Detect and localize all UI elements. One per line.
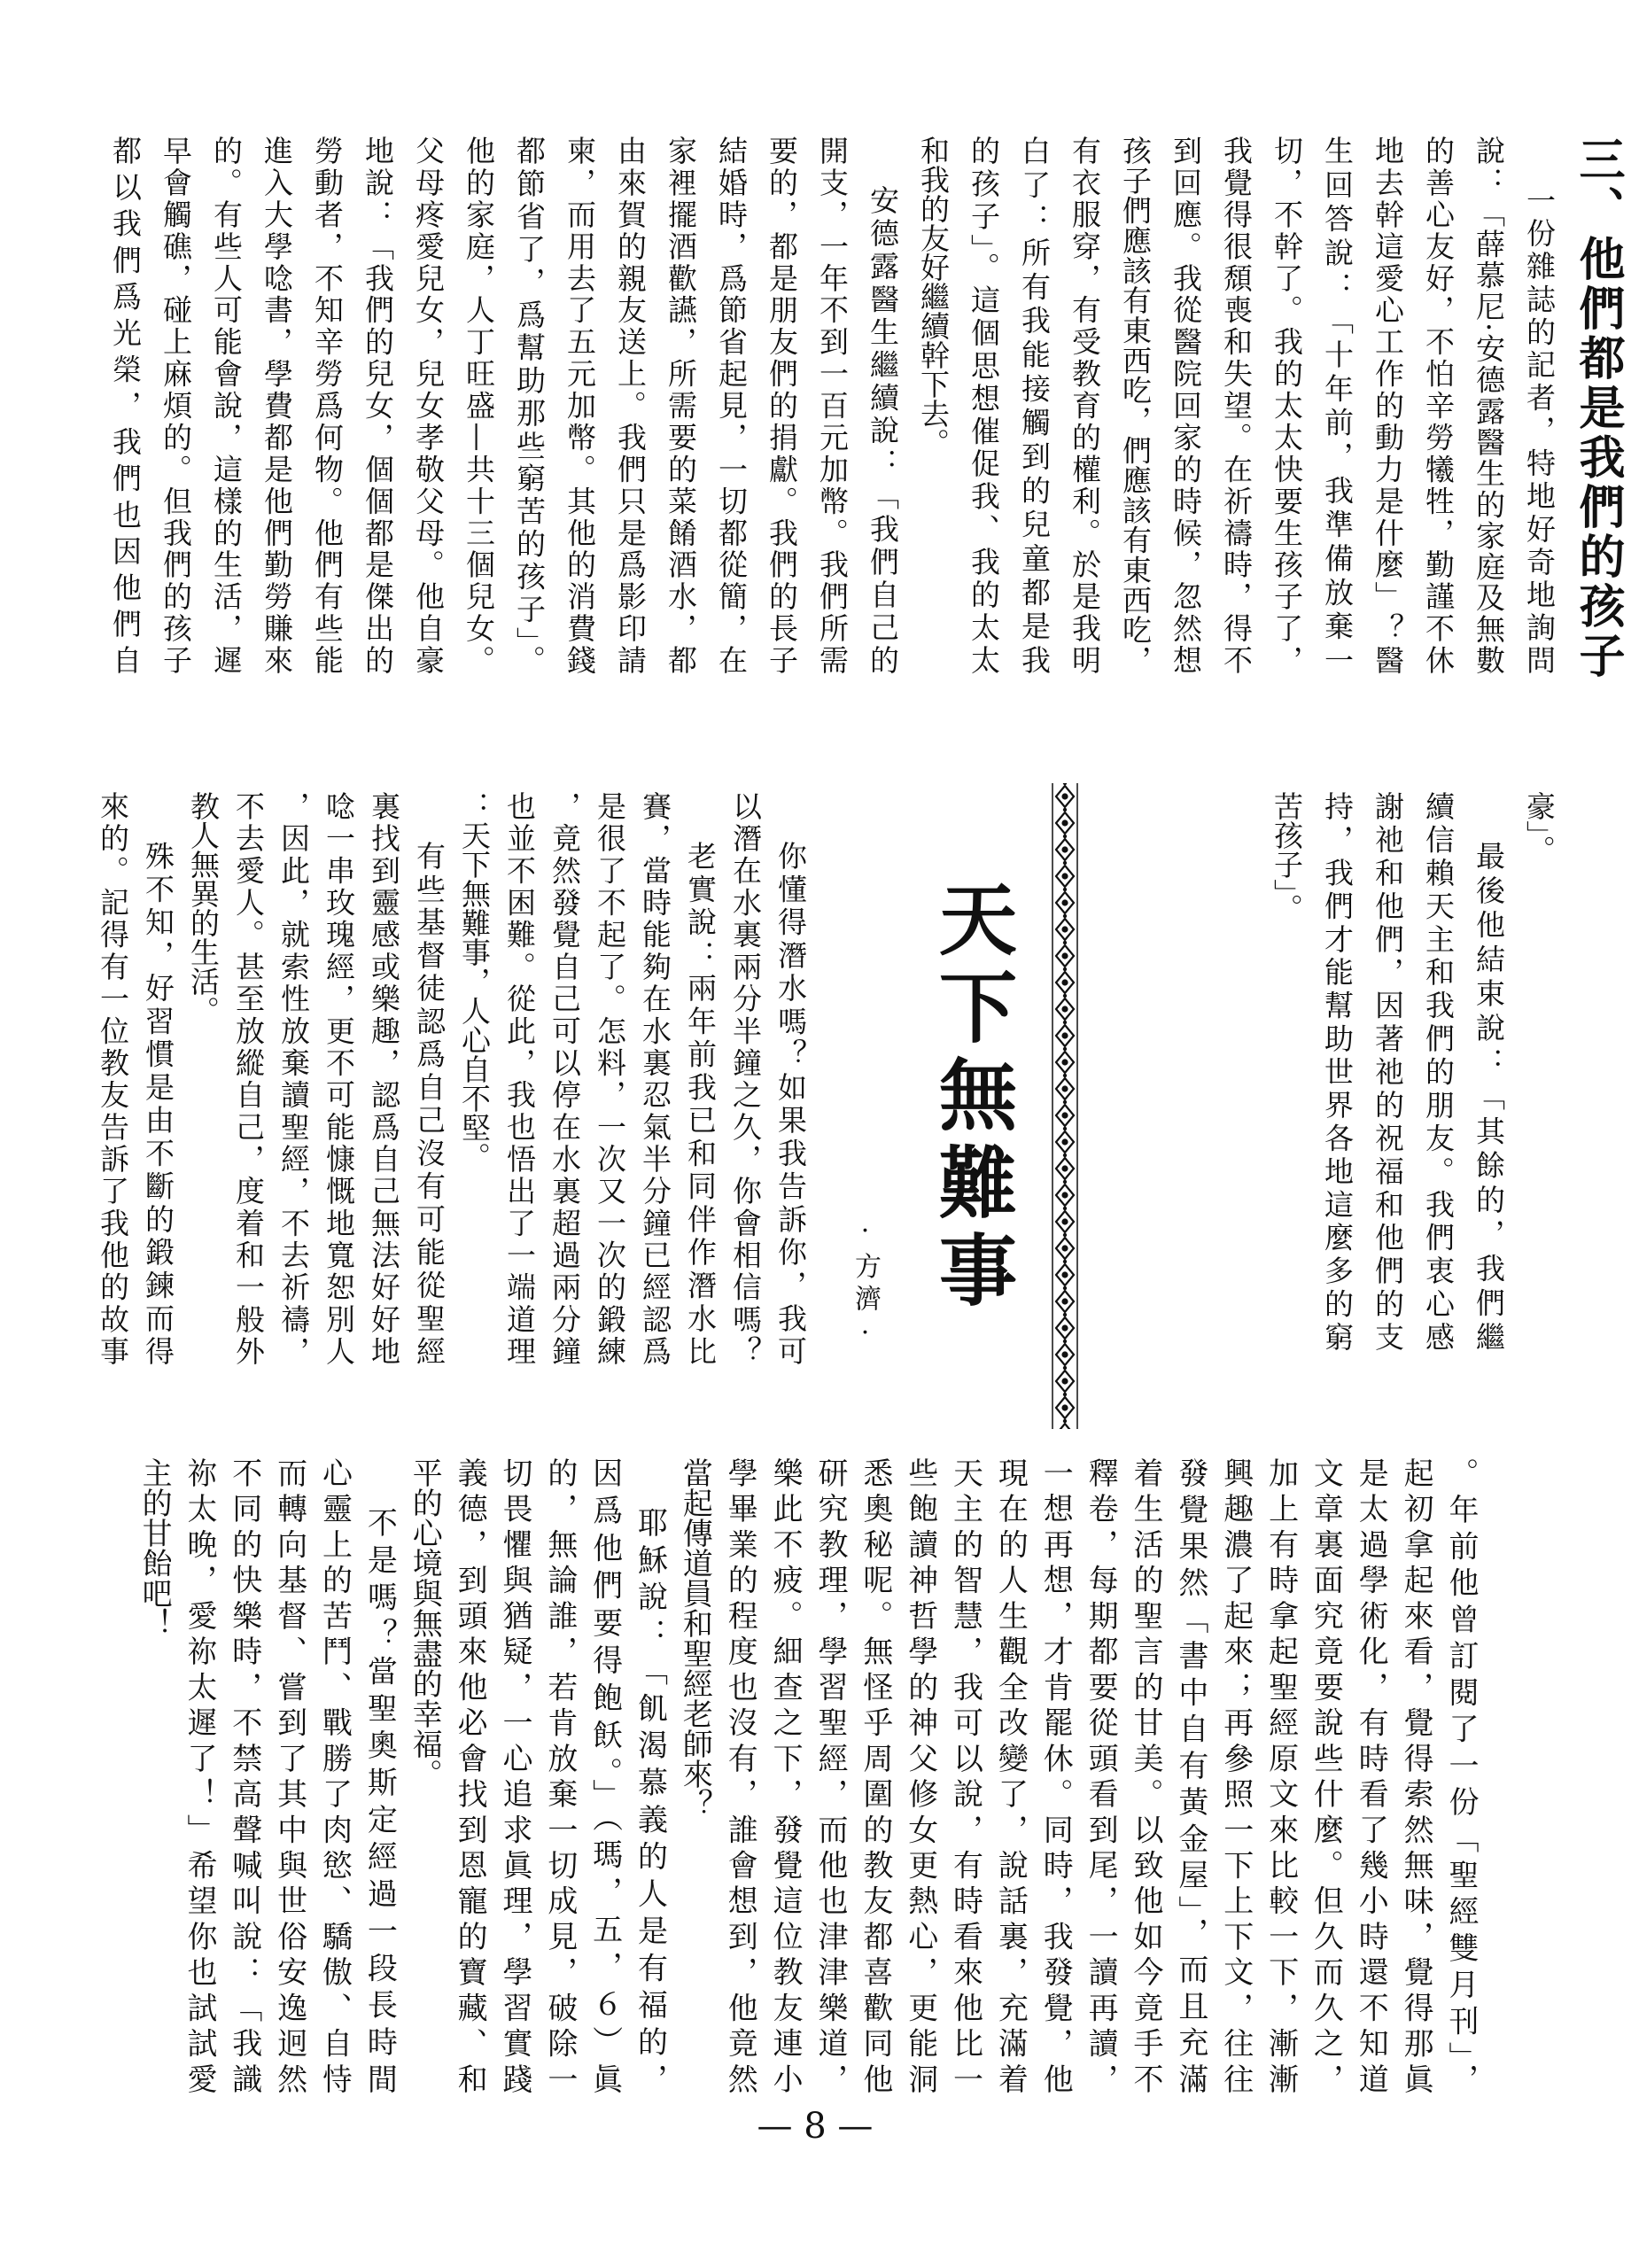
text-column: 孩子們應該有東西吃，們應該有東西吃， [1118, 136, 1153, 674]
text-column: 當起傳道員和聖經老師來？ [677, 1457, 713, 1819]
text-column: 苦孩子」。 [1270, 791, 1304, 923]
article-heading: 三、他們都是我們的孩子 [1571, 136, 1624, 678]
text-column: 一份雜誌的記者，特地好奇地詢問 [1522, 185, 1557, 674]
text-column: 裏找到靈感或樂趣，認爲自己無法好好地 [367, 791, 401, 1365]
text-column: 心靈上的苦鬥、戰勝了肉慾、驕傲、自恃 [316, 1457, 353, 2093]
text-column: 最後他結束說：「其餘的，我們繼 [1472, 841, 1506, 1351]
text-column: 到回應。我從醫院回家的時候，忽然想 [1169, 136, 1203, 674]
text-column: 是很了不起了。怎料，一次又一次的鍛練 [593, 791, 627, 1365]
text-column: 殊不知，好習慣是由不斷的鍛鍊而得 [141, 841, 175, 1365]
text-column: 切，不幹了。我的太太快要生孩子了， [1270, 136, 1304, 674]
text-column: 的孩子」。這個思想催促我、我的太太 [967, 136, 1001, 674]
text-column: 結婚時，爲節省起見，一切都從簡，在 [714, 136, 749, 674]
text-column: 教人無異的生活。 [186, 791, 221, 1025]
text-column: 賽，當時能夠在水裏忍氣半分鐘已經認爲 [638, 791, 672, 1365]
text-column: 都以我們爲光榮，我們也因他們自 [108, 136, 143, 674]
text-column: 也並不困難。從此，我也悟出了一端道理 [502, 791, 537, 1365]
text-column: 主的甘飴吧！ [136, 1457, 173, 1638]
text-column: 有衣服穿，有受教育的權利。於是我明 [1068, 136, 1102, 674]
text-column: 安德露醫生繼續說：「我們自己的 [866, 185, 900, 674]
article-1-continued-columns [1262, 791, 1565, 1351]
text-column: 是太過學術化，有時看了幾小時還不知道 [1353, 1457, 1389, 2093]
text-column: 他的家庭，人丁旺盛—共十三個兒女。 [462, 136, 496, 674]
text-column: 持，我們才能幫助世界各地這麼多的窮 [1320, 791, 1355, 1351]
text-column: ，竟然發覺自己可以停在水裏超過兩分鐘 [548, 791, 582, 1365]
text-column: 興趣濃了起來；再參照一下上下文，往往 [1217, 1457, 1254, 2093]
text-column: 老實說：兩年前我已和同伴作潛水比 [683, 841, 718, 1365]
article-2-middle-columns [90, 791, 813, 1365]
text-column: 現在的人生觀全改變了，說話裏，充滿着 [992, 1457, 1029, 2093]
text-column: 開支，一年不到一百元加幣。我們所需 [815, 136, 850, 674]
text-column: 柬，而用去了五元加幣。其他的消費錢 [563, 136, 597, 674]
author-byline: ·方濟· [850, 1216, 881, 1348]
text-column: 着生活的聖言的甘美。以致他如今竟手不 [1127, 1457, 1163, 2093]
page-number: — 8 — [757, 2106, 874, 2147]
text-column: 勞動者，不知辛勞爲何物。他們有些能 [310, 136, 345, 674]
text-column: 加上有時拿起聖經原文來比較一下，漸漸 [1262, 1457, 1299, 2093]
text-column: 些飽讀神哲學的神父修女更熱心，更能洞 [902, 1457, 938, 2093]
text-column: 義德，到頭來他必會找到恩寵的寶藏、和 [452, 1457, 488, 2093]
text-column: 。年前他曾訂閱了一份「聖經雙月刊」， [1443, 1457, 1479, 2093]
text-column: 文章裏面究竟要說些什麼。但久而久之， [1308, 1457, 1344, 2093]
text-column: 豪」。 [1522, 791, 1557, 865]
text-column: 要的，都是朋友們的捐獻。我們的長子 [765, 136, 799, 674]
text-column: 唸一串玫瑰經，更不可能慷慨地寬恕別人 [322, 791, 356, 1365]
text-column: 都節省了，爲幫助那些窮苦的孩子」。 [512, 136, 547, 674]
text-column: 早會觸礁，碰上麻煩的。但我們的孩子 [159, 136, 193, 674]
text-column: 釋卷，每期都要從頭看到尾，一讀再讀， [1083, 1457, 1119, 2093]
text-column: 進入大學唸書，學費都是他們勤勞賺來 [260, 136, 294, 674]
text-column: 說：「薛慕尼·安德露醫生的家庭及無數 [1472, 136, 1506, 674]
text-column: 平的心境與無盡的幸福。 [407, 1457, 443, 1789]
text-column: 樂此不疲。細查之下，發覺這位教友連小 [767, 1457, 804, 2093]
text-column: 白了：所有我能接觸到的兒童都是我 [1017, 136, 1052, 674]
text-column: 有些基督徒認爲自己沒有可能從聖經 [412, 841, 447, 1365]
text-column: 續信賴天主和我們的朋友。我們衷心感 [1421, 791, 1456, 1351]
text-column: 起初拿起來看，覺得索然無味，覺得那眞 [1398, 1457, 1434, 2093]
text-column: ：天下無難事，人心自不堅。 [457, 791, 492, 1171]
text-column: 的。有些人可能會說，這樣的生活，遲 [209, 136, 244, 674]
text-column: 地去幹這愛心工作的動力是什麼」？醫 [1371, 136, 1405, 674]
text-column: 家裡擺酒歡讌，所需要的菜餚酒水，都 [664, 136, 698, 674]
text-column: 天主的智慧，我可以說，有時看來他比一 [947, 1457, 983, 2093]
text-column: ，因此，就索性放棄讀聖經，不去祈禱， [276, 791, 311, 1365]
text-column: 謝祂和他們，因著祂的祝福和他們的支 [1371, 791, 1405, 1351]
text-column: 以潛在水裏兩分半鐘之久，你會相信嗎？ [728, 791, 763, 1365]
article-2-bottom-columns [131, 1457, 1483, 2093]
text-column: 來的。記得有一位教友告訴了我他的故事 [96, 791, 130, 1365]
text-column: 的善心友好，不怕辛勞犧牲，勤謹不休 [1421, 136, 1456, 674]
text-column: 和我的友好繼續幹下去。 [916, 136, 951, 457]
text-column: 我覺得很頹喪和失望。在祈禱時，得不 [1219, 136, 1254, 674]
article-1-text-columns [100, 136, 1565, 674]
text-column: 而轉向基督、嘗到了其中與世俗安逸迥然 [271, 1457, 307, 2093]
text-column: 地說：「我們的兒女，個個都是傑出的 [361, 136, 395, 674]
text-column: 你懂得潛水嗎？如果我告訴你，我可 [773, 841, 808, 1365]
text-column: 不去愛人。甚至放縱自己，度着和一般外 [231, 791, 266, 1365]
text-column: 切畏懼與猶疑，一心追求眞理，學習實踐 [496, 1457, 532, 2093]
text-column: 悉奧秘呢。無怪乎周圍的教友都喜歡同他 [857, 1457, 893, 2093]
ornamental-border [1051, 783, 1079, 1429]
text-column: 學畢業的程度也沒有，誰會想到，他竟然 [722, 1457, 758, 2093]
text-column: 不是嗎？當聖奧斯定經過一段長時間 [361, 1507, 398, 2093]
text-column: 由來賀的親友送上。我們只是爲影印請 [613, 136, 648, 674]
article-title: 天下無難事 [927, 879, 1018, 1308]
text-column: 發覺果然「書中自有黃金屋」，而且充滿 [1172, 1457, 1208, 2093]
text-column: 不同的快樂時，不禁高聲喊叫說：「我識 [226, 1457, 262, 2093]
text-column: 因爲他們要得飽飫。」（瑪，五，６）眞 [586, 1457, 623, 2093]
text-column: 一想再想，才肯罷休。同時，我發覺，他 [1037, 1457, 1074, 2093]
text-column: 研究教理，學習聖經，而他也津津樂道， [812, 1457, 848, 2093]
text-column: 的，無論誰，若肯放棄一切成見，破除一 [541, 1457, 578, 2093]
text-column: 耶穌說：「飢渴慕義的人是有福的， [632, 1507, 668, 2093]
text-column: 祢太晚，愛祢太遲了！」希望你也試試愛 [181, 1457, 217, 2093]
text-column: 生回答說：「十年前，我準備放棄一 [1320, 136, 1355, 674]
text-column: 父母疼愛兒女，兒女孝敬父母。他自豪 [411, 136, 446, 674]
